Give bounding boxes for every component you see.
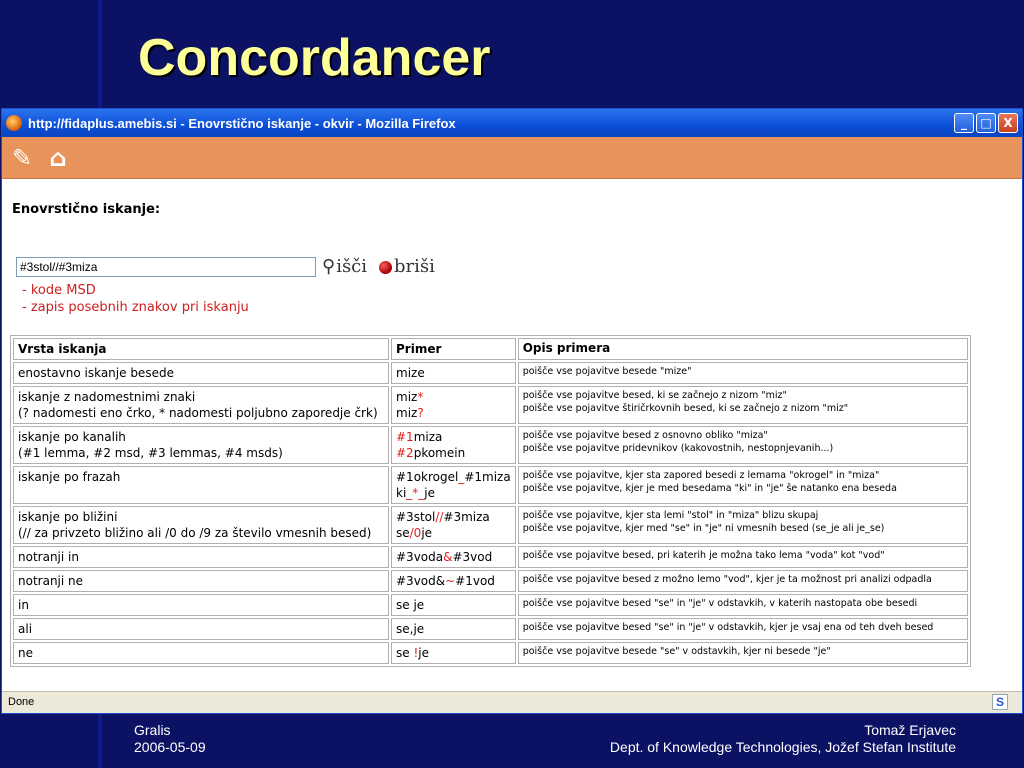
cell-search-type: [13, 362, 389, 384]
example-term: se je: [396, 598, 425, 612]
maximize-button[interactable]: □: [976, 113, 996, 133]
cell-description: [518, 506, 968, 544]
example-line: [396, 445, 511, 461]
search-type-line: (#1 lemma, #2 msd, #3 lemmas, #4 msds): [18, 446, 283, 460]
example-line: [396, 597, 511, 613]
cell-search-type: [13, 386, 389, 424]
cell-description: [518, 618, 968, 640]
search-type-line: in: [18, 598, 29, 612]
cell-example: [391, 426, 516, 464]
search-type-line: iskanje po frazah: [18, 470, 121, 484]
example-term: #3vod&: [396, 574, 446, 588]
description-line: poišče vse pojavitve besed z osnovno obliko "miza": [522, 430, 768, 441]
cell-search-type: [13, 546, 389, 568]
example-term: #1okrogel: [396, 470, 459, 484]
cell-search-type: [13, 570, 389, 592]
cell-description: [518, 362, 968, 384]
search-types-table: [10, 335, 971, 667]
description-line: poišče vse pojavitve, kjer sta zapored besedi z lemama "okrogel" in "miza": [522, 470, 880, 481]
example-term: se,je: [396, 622, 425, 636]
footer-date: 2006-05-09: [134, 739, 206, 755]
footer-right: [610, 722, 956, 756]
site-toolbar: [2, 137, 1022, 179]
example-line: [396, 365, 511, 381]
description-line: poišče vse pojavitve besed, pri katerih je možna tako lema "voda" kot "vod": [522, 550, 885, 561]
cell-search-type: [13, 466, 389, 504]
search-type-line: (? nadomesti eno črko, * nadomesti poljubno zaporedje črk): [18, 406, 378, 420]
window-controls: [954, 113, 1022, 133]
example-term: miz: [396, 406, 418, 420]
description-line: poišče vse pojavitve besede "mize": [522, 366, 692, 377]
table-row: [13, 362, 968, 384]
browser-window: [1, 108, 1023, 714]
example-term: miz: [396, 390, 418, 404]
description-line: poišče vse pojavitve pridevnikov (kakovostnih, nestopnjevanih...): [522, 443, 834, 454]
cell-search-type: [13, 506, 389, 544]
cell-description: [518, 642, 968, 664]
example-term: #1miza: [464, 470, 511, 484]
cell-example: [391, 506, 516, 544]
description-line: poišče vse pojavitve štiričrkovnih besed, ki se začnejo z nizom "miz": [522, 403, 849, 414]
example-term: ki: [396, 486, 407, 500]
bomb-icon: [379, 261, 392, 274]
footer-event: Gralis: [134, 722, 171, 738]
example-line: [396, 469, 511, 485]
example-operator: ~: [445, 574, 456, 588]
search-type-line: notranji ne: [18, 574, 84, 588]
description-line: poišče vse pojavitve, kjer je med besedama "ki" in "je" še natanko ena beseda: [522, 483, 897, 494]
example-operator: //: [435, 510, 444, 524]
close-button[interactable]: X: [998, 113, 1018, 133]
page-heading: Enovrstično iskanje:: [12, 202, 161, 217]
example-line: [396, 405, 511, 421]
table-row: [13, 618, 968, 640]
table-row: [13, 466, 968, 504]
cell-description: [518, 426, 968, 464]
example-term: se: [396, 646, 414, 660]
search-type-line: iskanje po kanalih: [18, 430, 126, 444]
footer-author: Tomaž Erjavec: [864, 722, 956, 738]
magnifier-icon: ⚲: [322, 256, 336, 277]
example-line: [396, 485, 511, 501]
slide-title: Concordancer: [138, 29, 491, 87]
footer-left: [134, 722, 206, 756]
example-operator: _*_: [406, 486, 425, 500]
example-line: [396, 621, 511, 637]
column-header-type: Vrsta iskanja: [13, 338, 389, 360]
example-line: [396, 525, 511, 541]
column-header-description: Opis primera: [518, 338, 968, 360]
example-term: #3voda: [396, 550, 444, 564]
example-term: #3stol: [396, 510, 436, 524]
cell-description: [518, 570, 968, 592]
example-operator: ?: [417, 406, 424, 420]
cell-example: [391, 546, 516, 568]
clear-button[interactable]: [379, 256, 435, 277]
link-msd-codes[interactable]: - kode MSD: [22, 283, 96, 298]
status-bar: [2, 691, 1022, 713]
example-term: #3vod: [452, 550, 493, 564]
description-line: poišče vse pojavitve, kjer med "se" in "je" ni vmesnih besed (se_je ali je_se): [522, 523, 885, 534]
example-line: [396, 389, 511, 405]
cell-search-type: [13, 594, 389, 616]
home-icon[interactable]: ⌂: [49, 143, 67, 172]
search-type-line: ali: [18, 622, 33, 636]
example-term: je: [418, 646, 429, 660]
description-line: poišče vse pojavitve, kjer sta lemi "stol" in "miza" blizu skupaj: [522, 510, 819, 521]
table-row: [13, 506, 968, 544]
slide-stripe-bottom: [98, 712, 102, 768]
minimize-button[interactable]: _: [954, 113, 974, 133]
example-line: [396, 549, 511, 565]
example-line: [396, 645, 511, 661]
example-operator: *: [417, 390, 424, 404]
cell-example: [391, 466, 516, 504]
example-term: #1vod: [455, 574, 495, 588]
cell-example: [391, 594, 516, 616]
search-type-line: iskanje po bližini: [18, 510, 118, 524]
window-title: http://fidaplus.amebis.si - Enovrstično iskanje - okvir - Mozilla Firefox: [28, 115, 456, 131]
cell-search-type: [13, 426, 389, 464]
example-term: je: [424, 486, 436, 500]
search-type-line: notranji in: [18, 550, 79, 564]
example-operator: #1: [396, 430, 414, 444]
example-term: mize: [396, 366, 425, 380]
link-special-chars[interactable]: - zapis posebnih znakov pri iskanju: [22, 300, 249, 315]
description-line: poišče vse pojavitve besed z možno lemo "vod", kjer je ta možnost pri analizi odpadla: [522, 574, 932, 585]
example-operator: /0: [409, 526, 422, 540]
search-type-line: iskanje z nadomestnimi znaki: [18, 390, 196, 404]
example-operator: _: [458, 470, 465, 484]
cell-example: [391, 570, 516, 592]
cell-description: [518, 594, 968, 616]
example-term: miza: [413, 430, 443, 444]
example-line: [396, 573, 511, 589]
description-line: poišče vse pojavitve besede "se" v odstavkih, kjer ni besede "je": [522, 646, 831, 657]
cell-example: [391, 362, 516, 384]
example-operator: #2: [396, 446, 414, 460]
example-term: je: [421, 526, 433, 540]
table-row: [13, 642, 968, 664]
example-operator: &: [443, 550, 453, 564]
search-button[interactable]: [322, 256, 367, 277]
example-term: se: [396, 526, 410, 540]
table-row: [13, 386, 968, 424]
search-type-line: (// za privzeto bližino ali /0 do /9 za število vmesnih besed): [18, 526, 372, 540]
table-row: [13, 426, 968, 464]
search-type-line: enostavno iskanje besede: [18, 366, 174, 380]
table-row: [13, 570, 968, 592]
slide-stripe: [98, 0, 102, 108]
help-links: [22, 282, 249, 316]
search-input[interactable]: [16, 257, 316, 277]
footer-affiliation: Dept. of Knowledge Technologies, Jožef Stefan Institute: [609, 739, 956, 755]
cell-search-type: [13, 618, 389, 640]
clear-button-label: briši: [394, 256, 435, 277]
example-operator: !: [413, 646, 419, 660]
example-line: [396, 429, 511, 445]
cell-description: [518, 386, 968, 424]
page-content: [2, 180, 1022, 692]
example-term: #3miza: [443, 510, 490, 524]
description-line: poišče vse pojavitve besed "se" in "je" v odstavkih, v katerih nastopata obe besedi: [522, 598, 918, 609]
status-s-icon[interactable]: S: [992, 694, 1008, 710]
cell-example: [391, 642, 516, 664]
example-line: [396, 509, 511, 525]
description-line: poišče vse pojavitve besed "se" in "je" v odstavkih, kjer je vsaj ena od teh dveh besed: [522, 622, 934, 633]
table-row: [13, 546, 968, 568]
search-button-label: išči: [336, 256, 368, 277]
column-header-example: Primer: [391, 338, 516, 360]
cell-description: [518, 466, 968, 504]
description-line: poišče vse pojavitve besed, ki se začnejo z nizom "miz": [522, 390, 787, 401]
search-type-line: ne: [18, 646, 33, 660]
window-titlebar[interactable]: [2, 109, 1022, 137]
cell-example: [391, 386, 516, 424]
cell-example: [391, 618, 516, 640]
firefox-icon: [6, 115, 22, 131]
tools-icon[interactable]: ✎: [11, 143, 33, 172]
table-row: [13, 594, 968, 616]
table-header-row: [13, 338, 968, 360]
cell-search-type: [13, 642, 389, 664]
status-text: Done: [8, 696, 35, 708]
example-term: pkomein: [413, 446, 466, 460]
search-row: [16, 256, 435, 277]
cell-description: [518, 546, 968, 568]
